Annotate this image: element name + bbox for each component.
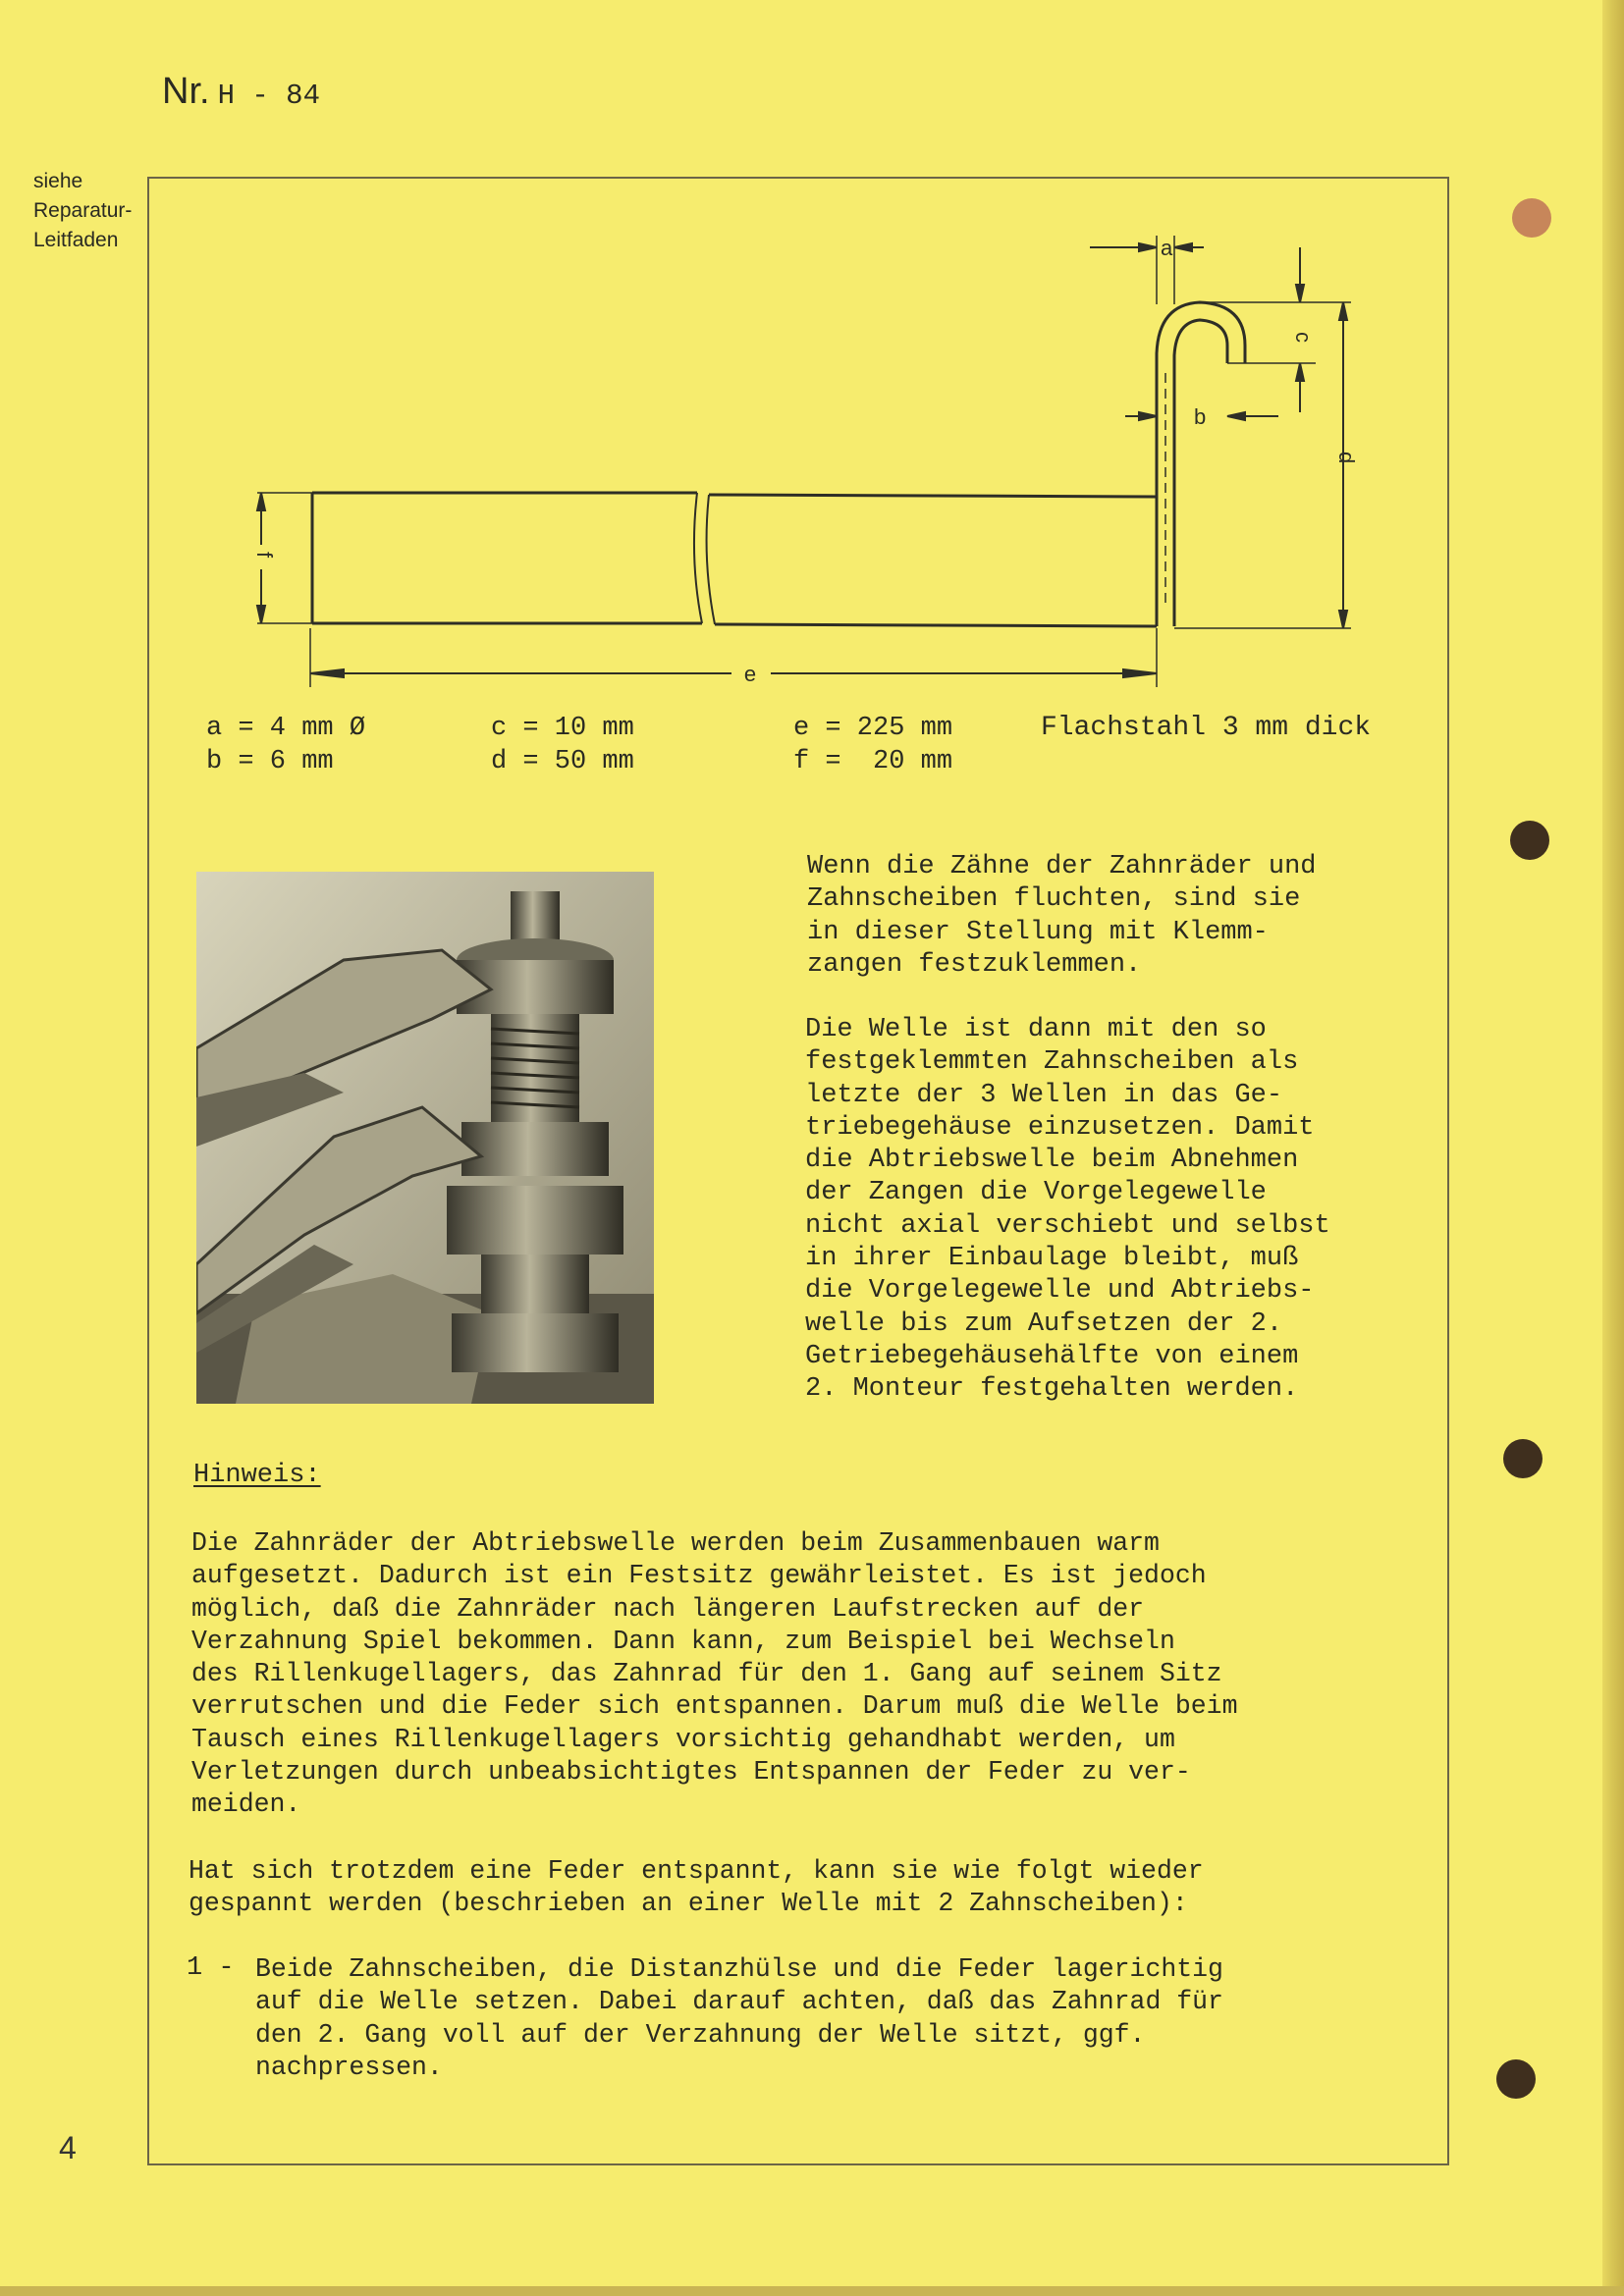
punch-hole-1 <box>1512 198 1551 238</box>
shaft-lower <box>481 1255 589 1313</box>
bearing-bottom <box>452 1313 619 1372</box>
label-e: e <box>743 662 757 686</box>
gear-2 <box>461 1122 609 1176</box>
dimensions-col-3: e = 225 mm f = 20 mm <box>793 714 953 776</box>
technical-drawing <box>147 177 1445 707</box>
document-number-prefix: Nr. <box>162 71 210 112</box>
punch-hole-2 <box>1510 821 1549 860</box>
hinweis-paragraph-1: Die Zahnräder der Abtriebswelle werden beim Zusammenbauen warm aufgesetzt. Dadurch ist ein Festsitz gewährleistet. Es ist jedoch möglich, daß die Zahnräder nach längeren Laufstrecken auf der Verzahnung Spiel bekommen. Dann kann, zum Beispiel bei Wechseln des Rillenkugellagers, das Zahnrad für den 1. Gang auf seinem Sitz verrutschen und die Feder sich entspannen. Darum muß die Welle beim Tausch eines Rillenkugellagers vorsichtig gehandhabt werden, um Verletzungen durch unbeabsichtigtes Entspannen der Feder zu ver- meiden. <box>191 1528 1238 1820</box>
text-block-clamping: Wenn die Zähne der Zahnräder und Zahnscheiben fluchten, sind sie in dieser Stellung mit Klemm- zangen festzuklemmen. <box>807 852 1317 980</box>
side-note-line-2: Reparatur- <box>33 199 133 222</box>
label-c: c <box>1291 332 1316 343</box>
dimensions-col-1: a = 4 mm Ø b = 6 mm <box>206 714 366 776</box>
label-d: d <box>1334 452 1359 464</box>
dim-a-arrow-right <box>1174 243 1192 251</box>
side-note <box>33 167 161 255</box>
dim-f-arrow-top <box>257 493 265 510</box>
step-1-number: 1 - <box>187 1953 235 1983</box>
punch-hole-4 <box>1496 2059 1536 2099</box>
gear-3 <box>447 1186 623 1255</box>
document-number-code: H - 84 <box>217 80 320 112</box>
dim-d-arrow-bottom <box>1339 611 1347 628</box>
dim-f-arrow-bottom <box>257 606 265 623</box>
punch-hole-3 <box>1503 1439 1543 1478</box>
material-spec: Flachstahl 3 mm dick <box>1041 713 1372 743</box>
dim-e-arrow-left <box>310 669 344 677</box>
dim-c-arrow-bottom <box>1296 363 1304 381</box>
dimensions-col-2: c = 10 mm d = 50 mm <box>491 714 634 776</box>
step-1-text: Beide Zahnscheiben, die Distanzhülse und die Feder lagerichtig auf die Welle setzen. Dabei darauf achten, daß das Zahnrad für den 2. Gang voll auf der Verzahnung der Welle sitzt, ggf. nachpressen. <box>255 1954 1223 2082</box>
break-line-right <box>707 495 715 624</box>
dim-a-arrow-left <box>1139 243 1157 251</box>
bottom-edge <box>0 2286 1624 2296</box>
side-note-line-3: Leitfaden <box>33 229 119 251</box>
hinweis-paragraph-2: Hat sich trotzdem eine Feder entspannt, kann sie wie folgt wieder gespannt werden (beschrieben an einer Welle mit 2 Zahnscheiben): <box>189 1856 1204 1919</box>
flat-bar-right <box>709 495 1157 626</box>
gear-shaft-photo <box>196 872 654 1404</box>
dim-d-arrow-top <box>1339 302 1347 320</box>
page-number: 4 <box>59 2130 77 2165</box>
hook-rod-inner <box>1174 320 1227 626</box>
dim-b-arrow-left <box>1139 412 1157 420</box>
hinweis-title: Hinweis: <box>193 1461 321 1490</box>
dim-c-arrow-top <box>1296 285 1304 302</box>
label-f: f <box>252 552 277 559</box>
flat-bar-left <box>312 493 702 623</box>
side-note-line-1: siehe <box>33 170 83 192</box>
dim-e-arrow-right <box>1123 669 1157 677</box>
text-block-installation: Die Welle ist dann mit den so festgeklemmten Zahnscheiben als letzte der 3 Wellen in das Ge- triebegehäuse einzusetzen. Damit die Abtriebswelle beim Abnehmen der Zangen die Vorgelegewelle nicht axial verschiebt und selbst in ihrer Einbaulage bleibt, muß die Vorgelegewelle und Abtriebs- welle bis zum Aufsetzen der 2. Getriebegehäusehälfte von einem 2. Monteur festgehalten werden. <box>805 1015 1330 1405</box>
page-edge <box>1602 0 1624 2296</box>
break-line-left <box>694 493 702 623</box>
hook-rod-outer <box>1157 302 1245 626</box>
label-b: b <box>1194 404 1207 429</box>
label-a: a <box>1161 236 1173 260</box>
document-number <box>162 71 320 113</box>
dim-b-arrow-right <box>1227 412 1245 420</box>
